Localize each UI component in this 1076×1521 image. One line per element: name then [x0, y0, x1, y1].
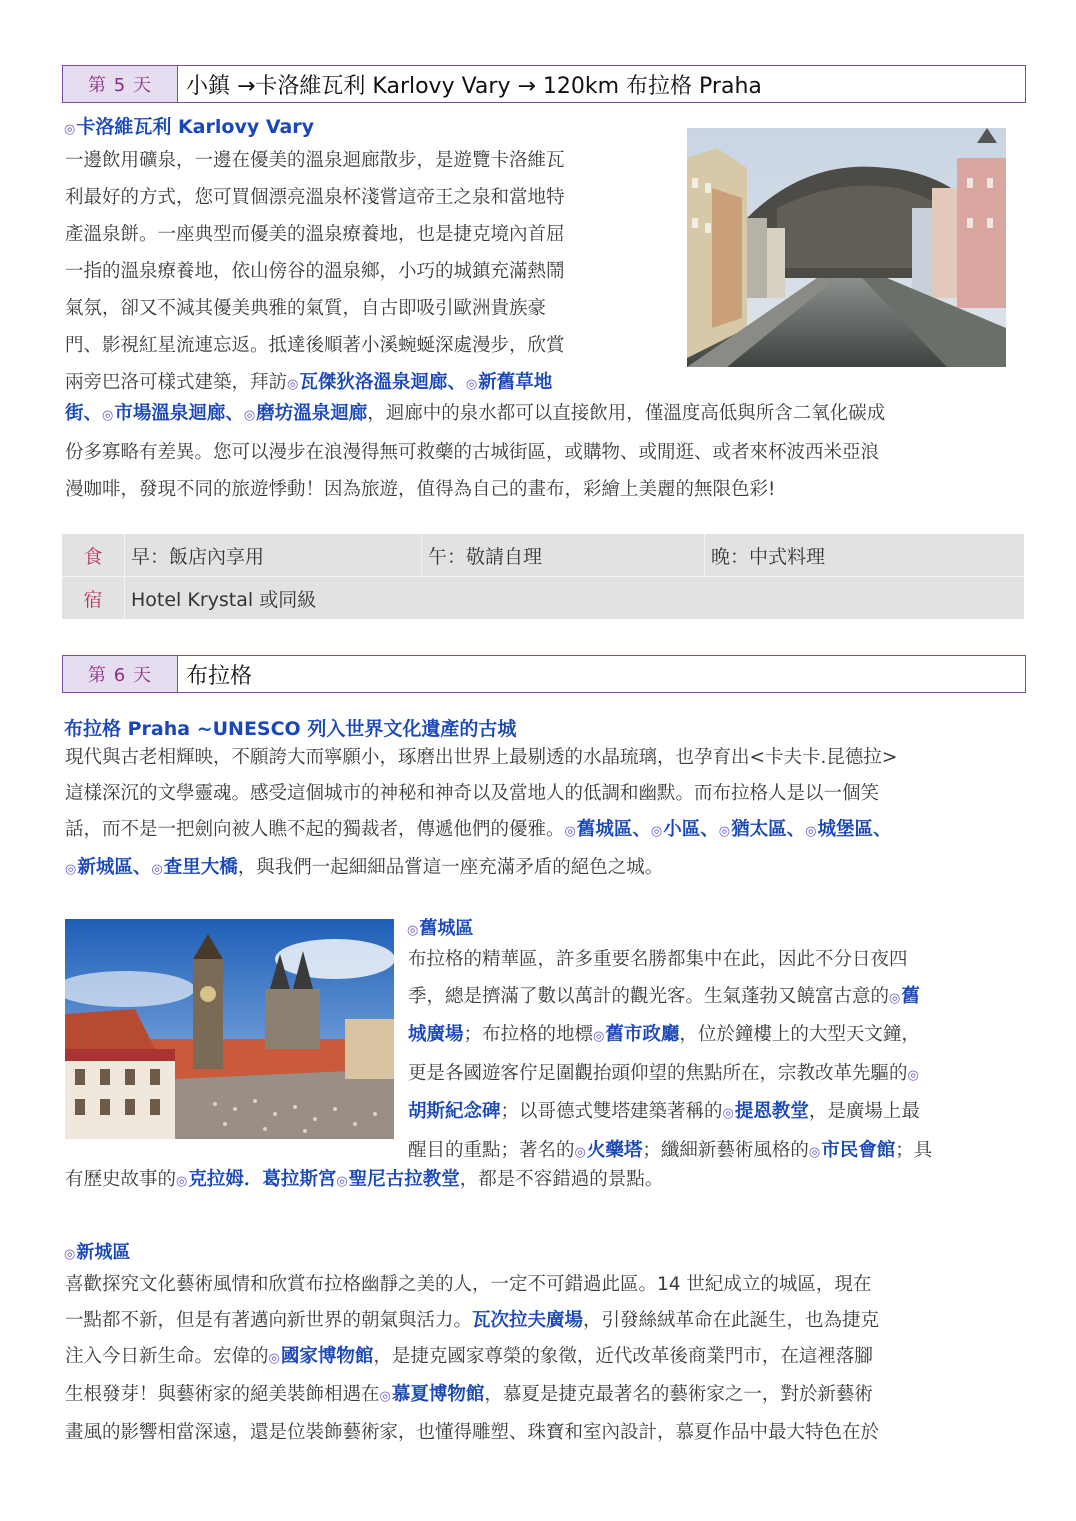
- old-town-text: [408, 942, 1038, 1171]
- day6-label: 第 6 天: [63, 656, 178, 692]
- day5-header: [62, 65, 1026, 103]
- karlovy-vary-text: [65, 142, 665, 403]
- day5-label: 第 5 天: [63, 66, 178, 102]
- text-line: 份多寡略有差異。您可以漫步在浪漫得無可救藥的古城街區，或購物、或閒逛、或者來杯波西米亞浪: [65, 442, 880, 463]
- praha-intro: [65, 740, 1035, 888]
- text-line: 胡斯紀念碑；以哥德式雙塔建築著稱的◎提恩教堂，是廣場上最: [408, 1101, 920, 1122]
- old-town-title: ◎舊城區: [407, 918, 474, 939]
- text-line: 有歷史故事的◎克拉姆．葛拉斯宮◎聖尼古拉教堂，都是不容錯過的景點。: [65, 1169, 664, 1190]
- old-town-photo: [65, 919, 394, 1139]
- text-line: 一指的溫泉療養地，依山傍谷的溫泉鄉，小巧的城鎮充滿熱鬧: [65, 261, 565, 282]
- marker-icon: ◎: [64, 122, 76, 137]
- karlovy-vary-text-cont: [65, 395, 1030, 508]
- text-line: 門、影視紅星流連忘返。抵達後順著小溪蜿蜒深處漫步，欣賞: [65, 335, 565, 356]
- hotel: Hotel Krystal 或同級: [124, 577, 1024, 619]
- meal-key: 食: [83, 545, 103, 568]
- day6-header: [62, 655, 1026, 693]
- text-line: 街、◎市場溫泉迴廊、◎磨坊溫泉迴廊，迴廊中的泉水都可以直接飲用，僅溫度高低與所含二氧化碳成: [65, 403, 886, 424]
- dinner: 晚：中式料理: [704, 534, 1024, 576]
- text-line: 喜歡探究文化藝術風情和欣賞布拉格幽靜之美的人，一定不可錯過此區。14 世紀成立的城區，現在: [65, 1274, 872, 1295]
- lunch: 午：敬請自理: [421, 534, 704, 576]
- text-line: 布拉格的精華區，許多重要名勝都集中在此，因此不分日夜四: [408, 949, 908, 970]
- text-line: 季，總是擠滿了數以萬計的觀光客。生氣蓬勃又饒富古意的◎舊: [408, 985, 920, 1007]
- new-town-title: ◎新城區: [64, 1242, 131, 1263]
- meal-table: [62, 534, 1024, 619]
- text-line: 產溫泉餅。一座典型而優美的溫泉療養地，也是捷克境內首屈: [65, 224, 565, 245]
- karlovy-vary-photo: [687, 128, 1006, 367]
- day5-route: 小鎮 →卡洛維瓦利 Karlovy Vary → 120km 布拉格 Praha: [186, 73, 762, 99]
- old-town-text-cont: [65, 1161, 1035, 1200]
- text-line: 生根發芽！與藝術家的絕美裝飾相遇在◎慕夏博物館，慕夏是捷克最著名的藝術家之一，對於新藝術: [65, 1384, 873, 1405]
- text-line: 醒目的重點；著名的◎火藥塔；纖細新藝術風格的◎市民會館；具: [408, 1139, 933, 1161]
- day6-title: 布拉格: [186, 663, 253, 689]
- text-line: 兩旁巴洛可樣式建築，拜訪◎瓦傑狄洛溫泉迴廊、◎新舊草地: [65, 372, 553, 393]
- text-line: 城廣場；布拉格的地標◎舊市政廳，位於鐘樓上的大型天文鐘，: [408, 1024, 920, 1045]
- praha-title: 布拉格 Praha ~UNESCO 列入世界文化遺產的古城: [64, 718, 517, 740]
- text-line: 一邊飲用礦泉，一邊在優美的溫泉迴廊散步，是遊覽卡洛維瓦: [65, 150, 565, 171]
- meal-row: [62, 534, 1024, 577]
- text-line: 注入今日新生命。宏偉的◎國家博物館，是捷克國家尊榮的象徵，近代改革後商業門市，在這裡落腳: [65, 1346, 873, 1367]
- text-line: 一點都不新，但是有著邁向新世界的朝氣與活力。瓦次拉夫廣場，引發絲絨革命在此誕生，也為捷克: [65, 1310, 880, 1331]
- text-line: 現代與古老相輝映，不願誇大而寧願小，琢磨出世界上最剔透的水晶琉璃，也孕育出<卡夫卡.昆德拉>: [65, 747, 898, 768]
- text-line: 這樣深沉的文學靈魂。感受這個城市的神秘和神奇以及當地人的低調和幽默。而布拉格人是以一個笑: [65, 783, 880, 804]
- text-line: 更是各國遊客佇足圍觀抬頭仰望的焦點所在，宗教改革先驅的◎: [408, 1062, 919, 1084]
- breakfast: 早：飯店內享用: [124, 534, 421, 576]
- hotel-row: [62, 577, 1024, 619]
- new-town-text: [65, 1267, 1035, 1451]
- karlovy-vary-title: ◎卡洛維瓦利 Karlovy Vary: [64, 116, 315, 138]
- text-line: 畫風的影響相當深遠，還是位裝飾藝術家，也懂得雕塑、珠寶和室內設計，慕夏作品中最大特色在於: [65, 1422, 880, 1443]
- hotel-key: 宿: [83, 588, 103, 611]
- text-line: ◎新城區、◎查里大橋，與我們一起細細品嘗這一座充滿矛盾的絕色之城。: [65, 857, 664, 878]
- text-line: 利最好的方式，您可買個漂亮溫泉杯淺嘗這帝王之泉和當地特: [65, 187, 565, 208]
- text-line: 氣氛，卻又不減其優美典雅的氣質，自古即吸引歐洲貴族豪: [65, 298, 547, 319]
- text-line: 話，而不是一把劍向被人瞧不起的獨裁者，傳遞他們的優雅。◎舊城區、◎小區、◎猶太區、◎城堡區、: [65, 819, 892, 840]
- text-line: 漫咖啡，發現不同的旅遊悸動！因為旅遊，值得為自己的畫布，彩繪上美麗的無限色彩!: [65, 479, 776, 500]
